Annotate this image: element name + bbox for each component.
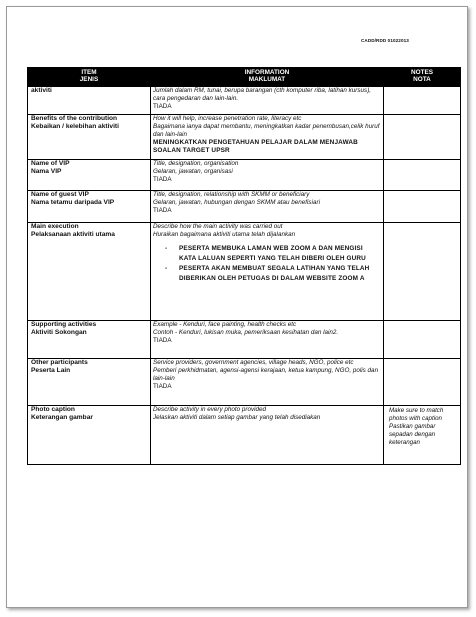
notes-cell [384, 191, 461, 223]
info-line: Pemberi perkhidmatan, agensi-agensi kerajaan, ketua kampung, NGO, polis dan lain-lain [153, 367, 379, 382]
header-notes-en: NOTES [410, 69, 433, 76]
item-label: aktiviti [31, 87, 52, 94]
table-row [28, 406, 461, 465]
bullet-item [165, 244, 381, 264]
item-label: Benefits of the contribution [31, 115, 118, 122]
item-cell [28, 87, 151, 115]
notes-cell [384, 160, 461, 191]
info-line: Contoh - Kenduri, lukisan muka, pemeriksaan kesihatan dan lain2. [153, 329, 339, 336]
item-label: Pelaksanaan aktiviti utama [31, 231, 115, 238]
item-label: Main execution [31, 223, 79, 230]
table-row [28, 321, 461, 359]
info-line: Service providers, government agencies, village heads, NGO, police etc [153, 359, 354, 366]
info-line: Jelaskan aktiviti dalam setiap gambar yang telah disediakan [153, 414, 321, 421]
info-cell [151, 406, 384, 465]
document-page [6, 6, 468, 608]
info-line: TIADA [153, 383, 172, 390]
header-info-ms: MAKLUMAT [248, 76, 286, 84]
notes-cell [384, 87, 461, 115]
info-line: How it will help, increase penetration rate, literacy etc [153, 115, 302, 122]
bullet-text: PESERTA AKAN MEMBUAT SEGALA LATIHAN YANG TELAH DIBERIKAN OLEH PETUGAS DI DALAM WEBSITE ZOOM A [179, 265, 370, 282]
table-row [28, 115, 461, 160]
item-label: Other participants [31, 359, 88, 366]
item-label: Peserta Lain [31, 367, 71, 374]
notes-cell [384, 321, 461, 359]
bullet-text: PESERTA MEMBUKA LAMAN WEB ZOOM A DAN MENGISI KATA LALUAN SEPERTI YANG TELAH DIBERI OLEH GURU [179, 245, 366, 262]
note-line: Pastikan gambar sepadan dengan keterangan [389, 423, 436, 446]
table-row [28, 359, 461, 406]
item-cell [28, 115, 151, 160]
info-line: Jumlah dalam RM, tunai, berupa barangan (cth komputer riba, latihan kursus), cara pengedaran dan lain-lain. [153, 87, 372, 102]
item-label: Aktiviti Sokongan [31, 329, 87, 336]
item-cell [28, 406, 151, 465]
info-line: TIADA [153, 176, 172, 183]
header-item-en: ITEM [81, 69, 97, 76]
item-label: Kebaikan / kelebihan aktiviti [31, 123, 119, 130]
item-label: Nama VIP [31, 168, 62, 175]
bullet-item [165, 264, 381, 284]
header-info [151, 68, 384, 87]
item-label: Name of guest VIP [31, 191, 89, 198]
info-line: Bagaimana ianya dapat membantu, meningkatkan kadar penembusan,celik huruf dan lain-lain [153, 123, 380, 138]
header-notes [384, 68, 461, 87]
info-cell [151, 115, 384, 160]
info-line: MENINGKATKAN PENGETAHUAN PELAJAR DALAM MENJAWAB SOALAN TARGET UPSR [153, 139, 358, 154]
info-line: Gelaran, jawatan, organisasi [153, 168, 233, 175]
item-cell [28, 223, 151, 321]
table-row [28, 160, 461, 191]
info-cell [151, 321, 384, 359]
header-info-en: INFORMATION [244, 69, 290, 76]
info-line: Gelaran, jawatan, hubungan dengan SKMM atau benefisiari [153, 199, 320, 206]
info-line: TIADA [153, 207, 172, 214]
item-cell [28, 359, 151, 406]
item-label: Photo caption [31, 406, 75, 413]
document-reference: CADD/RDD 01022013 [361, 38, 409, 43]
info-line: Example - Kenduri, face painting, health checks etc [153, 321, 297, 328]
info-cell [151, 87, 384, 115]
info-table [27, 67, 461, 465]
header-item-ms: JENIS [79, 76, 99, 84]
notes-cell [384, 115, 461, 160]
note-line: Make sure to match photos with caption [389, 407, 444, 422]
dash-bullet-icon: - [165, 265, 168, 272]
notes-cell [384, 359, 461, 406]
info-line: Describe how the main activity was carried out [153, 223, 283, 230]
item-label: Nama tetamu daripada VIP [31, 199, 115, 206]
info-line: TIADA [153, 337, 172, 344]
item-cell [28, 191, 151, 223]
info-cell [151, 191, 384, 223]
item-label: Name of VIP [31, 160, 70, 167]
item-cell [28, 160, 151, 191]
info-cell [151, 359, 384, 406]
info-line: Title, designation, organisation [153, 160, 239, 167]
info-line: TIADA [153, 103, 172, 110]
dash-bullet-icon: - [165, 245, 168, 252]
item-cell [28, 321, 151, 359]
item-label: Keterangan gambar [31, 414, 93, 421]
info-cell [151, 223, 384, 321]
table-header-row [28, 68, 461, 87]
info-cell [151, 160, 384, 191]
execution-bullet-list [165, 244, 381, 284]
header-notes-ms: NOTA [413, 76, 431, 84]
item-label: Supporting activities [31, 321, 97, 328]
table-row [28, 191, 461, 223]
info-line: Describe activity in every photo provided [153, 406, 267, 413]
table-row [28, 87, 461, 115]
header-item [28, 68, 151, 87]
notes-cell [384, 406, 461, 465]
notes-cell [384, 223, 461, 321]
table-row [28, 223, 461, 321]
info-line: Title, designation, relationship with SKMM or beneficiary [153, 191, 310, 198]
info-line: Huraikan bagaimana aktiviti utama telah dijalankan [153, 231, 296, 238]
